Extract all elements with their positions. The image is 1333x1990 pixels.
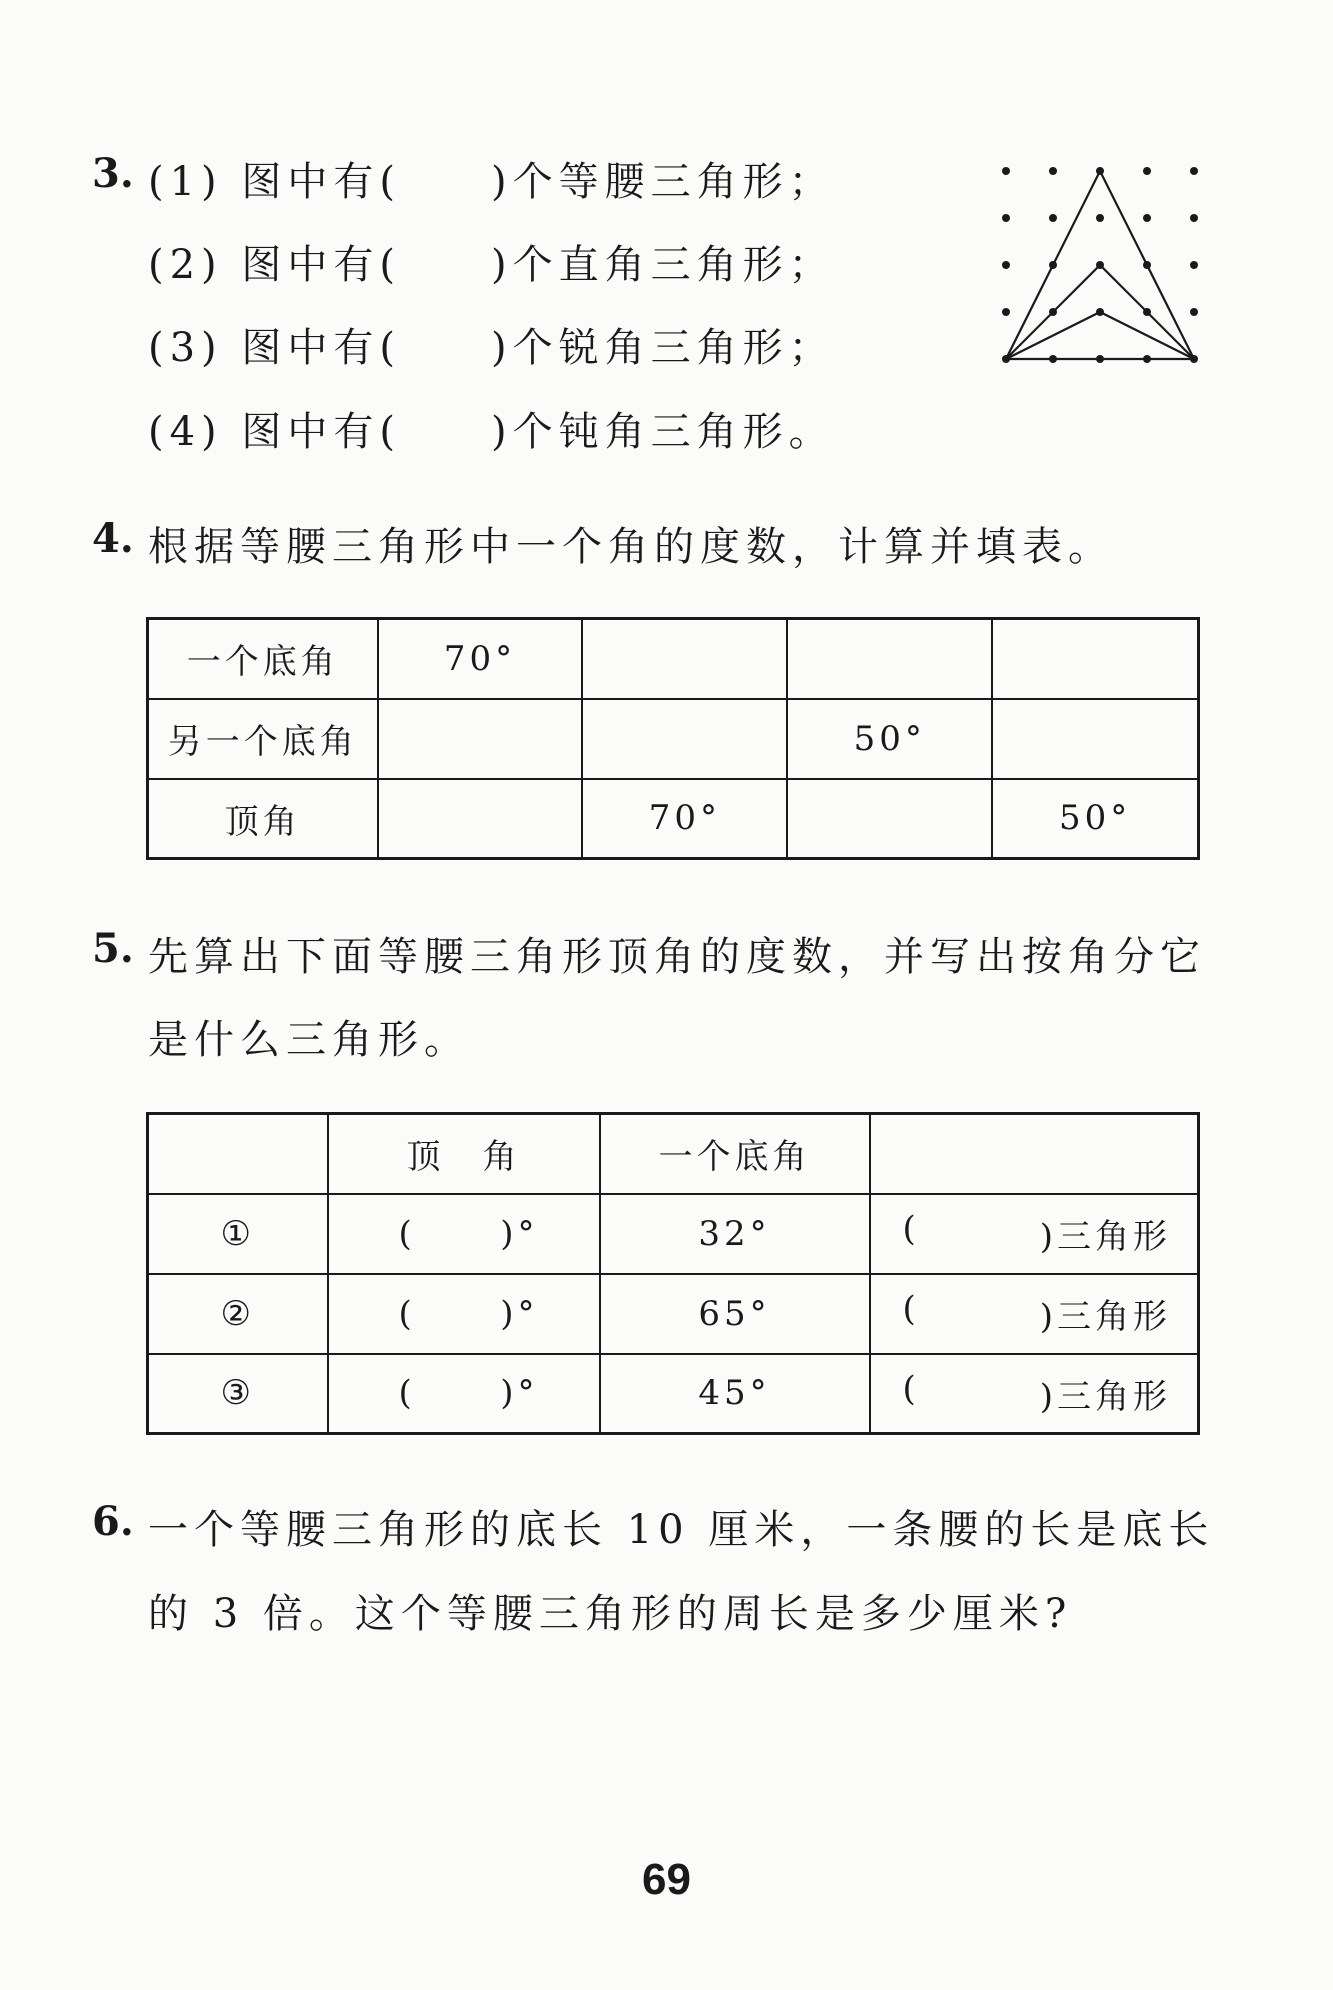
row-label: 一个底角: [148, 619, 378, 699]
grid-dot: [1143, 214, 1151, 222]
grid-dot: [1190, 214, 1198, 222]
grid-dot: [1002, 308, 1010, 316]
grid-dot: [1096, 167, 1104, 175]
q3-item-4: [148, 400, 835, 457]
q3-item-3-prefix: (3) 图中有(: [148, 325, 401, 371]
inner-line: [1006, 312, 1100, 359]
grid-dot: [1096, 214, 1104, 222]
q3-item-1: [148, 150, 835, 207]
q4-number: 4.: [92, 515, 134, 562]
row-label: 顶角: [148, 779, 378, 859]
apex-answer-cell[interactable]: [328, 1274, 600, 1354]
inner-line: [1100, 312, 1194, 359]
q3-item-2: [148, 233, 835, 290]
grid-dot: [1190, 308, 1198, 316]
open-paren: (: [398, 1373, 416, 1414]
header-cell: [870, 1114, 1199, 1194]
inner-line: [1100, 265, 1194, 359]
table-row: [148, 1354, 1199, 1434]
row-index: ①: [148, 1194, 328, 1274]
table-row: [148, 1274, 1199, 1354]
q5-table: [146, 1112, 1200, 1435]
q6-number: 6.: [92, 1498, 134, 1545]
row-index: ②: [148, 1274, 328, 1354]
open-paren: (: [398, 1213, 416, 1254]
table-row: [148, 619, 1199, 699]
table-cell[interactable]: [787, 619, 992, 699]
row-index: ③: [148, 1354, 328, 1434]
close-paren: )三角形: [1039, 1297, 1171, 1337]
q4-text: 根据等腰三角形中一个角的度数，计算并填表。: [148, 524, 1114, 570]
q5-text-line1: 先算出下面等腰三角形顶角的度数，并写出按角分它: [148, 934, 1206, 980]
close-paren: )°: [500, 1373, 539, 1414]
base-angle-cell: 65°: [600, 1274, 870, 1354]
page-number: 69: [642, 1855, 691, 1904]
header-apex: 顶 角: [328, 1114, 600, 1194]
table-cell[interactable]: 50°: [787, 699, 992, 779]
open-paren: (: [902, 1368, 920, 1409]
q3-item-3-suffix: )个锐角三角形；: [490, 325, 835, 371]
right-side-line: [1100, 171, 1194, 359]
table-header-row: [148, 1114, 1199, 1194]
type-answer-cell[interactable]: [870, 1354, 1199, 1434]
q3-item-2-prefix: (2) 图中有(: [148, 242, 401, 288]
base-angle-cell: 32°: [600, 1194, 870, 1274]
close-paren: )°: [500, 1213, 539, 1254]
dot-grid-triangle-figure: [990, 155, 1210, 395]
grid-dot: [1002, 261, 1010, 269]
open-paren: (: [398, 1293, 416, 1334]
table-row: [148, 699, 1199, 779]
type-answer-cell[interactable]: [870, 1194, 1199, 1274]
table-cell[interactable]: [992, 699, 1198, 779]
close-paren: )三角形: [1039, 1217, 1171, 1257]
apex-answer-cell[interactable]: [328, 1354, 600, 1434]
apex-answer-cell[interactable]: [328, 1194, 600, 1274]
q3-item-4-suffix: )个钝角三角形。: [490, 409, 835, 455]
q5-text-line2: 是什么三角形。: [148, 1017, 470, 1063]
q6-text-line2: 的 3 倍。这个等腰三角形的周长是多少厘米?: [148, 1591, 1073, 1637]
q3-item-3: [148, 316, 835, 373]
q3-item-2-suffix: )个直角三角形；: [490, 242, 835, 288]
open-paren: (: [902, 1209, 920, 1249]
table-cell[interactable]: [992, 619, 1198, 699]
close-paren: )三角形: [1039, 1376, 1171, 1417]
table-cell[interactable]: [787, 779, 992, 859]
grid-dot: [1002, 167, 1010, 175]
header-base-angle: 一个底角: [600, 1114, 870, 1194]
q3-item-1-suffix: )个等腰三角形；: [490, 159, 835, 205]
table-cell[interactable]: [378, 699, 583, 779]
q3-item-4-prefix: (4) 图中有(: [148, 409, 401, 455]
table-cell[interactable]: 50°: [992, 779, 1198, 859]
q5-number: 5.: [92, 925, 134, 972]
grid-dot: [1190, 261, 1198, 269]
table-cell[interactable]: [582, 699, 787, 779]
table-cell[interactable]: [582, 619, 787, 699]
grid-dot: [1049, 214, 1057, 222]
grid-dot: [1049, 167, 1057, 175]
grid-dot: [1143, 167, 1151, 175]
table-cell[interactable]: 70°: [378, 619, 583, 699]
inner-line: [1006, 265, 1100, 359]
q3-number: 3.: [92, 150, 134, 197]
left-side-line: [1006, 171, 1100, 359]
table-cell[interactable]: 70°: [582, 779, 787, 859]
grid-dot: [1190, 167, 1198, 175]
q4-table: [146, 617, 1200, 860]
open-paren: (: [902, 1289, 920, 1329]
table-row: [148, 1194, 1199, 1274]
base-angle-cell: 45°: [600, 1354, 870, 1434]
table-row: [148, 779, 1199, 859]
header-cell: [148, 1114, 328, 1194]
q3-item-1-prefix: (1) 图中有(: [148, 159, 401, 205]
row-label: 另一个底角: [148, 699, 378, 779]
table-cell[interactable]: [378, 779, 583, 859]
q6-text-line1: 一个等腰三角形的底长 10 厘米，一条腰的长是底长: [148, 1507, 1215, 1553]
type-answer-cell[interactable]: [870, 1274, 1199, 1354]
close-paren: )°: [500, 1293, 539, 1334]
grid-dot: [1002, 214, 1010, 222]
